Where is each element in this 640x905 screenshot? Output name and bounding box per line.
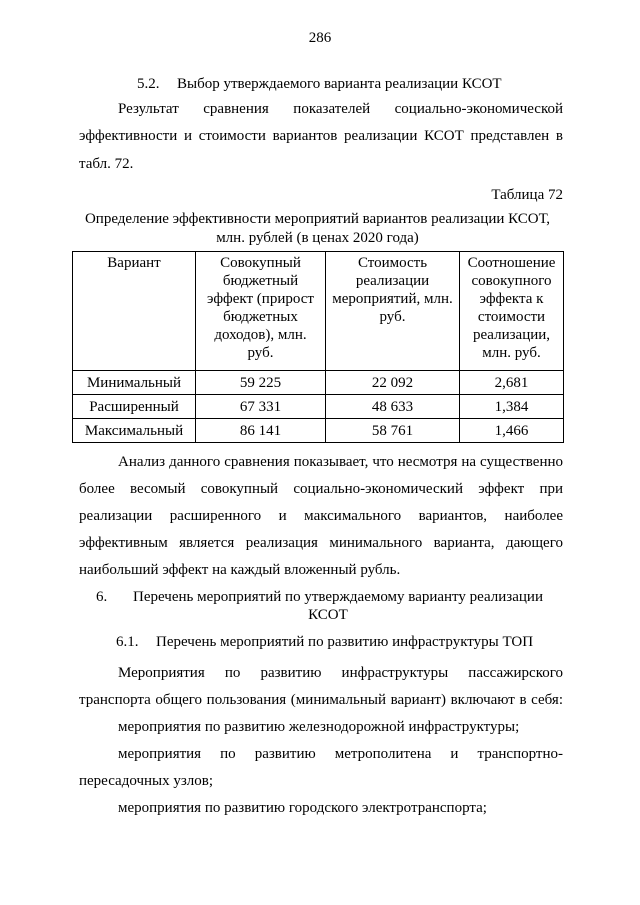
- cell-ratio: 1,466: [460, 419, 564, 443]
- table-header-row: [73, 252, 564, 371]
- section-6-number: 6.: [96, 589, 108, 605]
- table-row: [73, 371, 564, 395]
- cell-budget-effect: 59 225: [196, 371, 326, 395]
- list-item-continuation: пересадочных узлов;: [79, 773, 214, 789]
- cell-cost: 58 761: [326, 419, 460, 443]
- list-item: мероприятия по развитию метрополитена и транспортно-: [118, 746, 563, 762]
- section-5-2-number: 5.2.: [137, 76, 160, 92]
- header-ratio: Соотношение совокупного эффекта к стоимости реализации, млн. руб.: [460, 252, 564, 371]
- header-cost: Стоимость реализации мероприятий, млн. руб.: [326, 252, 460, 371]
- cell-budget-effect: 67 331: [196, 395, 326, 419]
- section-6-1-title: Перечень мероприятий по развитию инфраструктуры ТОП: [156, 634, 534, 650]
- section-6-title: КСОТ: [308, 607, 348, 623]
- paragraph-line: Анализ данного сравнения показывает, что несмотря на существенно: [118, 454, 563, 470]
- header-budget-effect: Совокупный бюджетный эффект (прирост бюджетных доходов), млн. руб.: [196, 252, 326, 371]
- paragraph-line: Результат сравнения показателей социально-экономической: [118, 101, 563, 117]
- table-caption: млн. рублей (в ценах 2020 года): [216, 230, 419, 246]
- paragraph-line: эффективности и стоимости вариантов реализации КСОТ представлен в: [79, 128, 563, 144]
- cell-variant: Минимальный: [73, 371, 196, 395]
- page-number: 286: [308, 30, 332, 46]
- cell-ratio: 2,681: [460, 371, 564, 395]
- list-item: мероприятия по развитию городского электротранспорта;: [118, 800, 487, 816]
- paragraph-line: эффективным является реализация минимального варианта, дающего: [79, 535, 563, 551]
- paragraph-line: Мероприятия по развитию инфраструктуры пассажирского: [118, 665, 563, 681]
- table-row: [73, 419, 564, 443]
- cell-cost: 22 092: [326, 371, 460, 395]
- table-caption: Определение эффективности мероприятий вариантов реализации КСОТ,: [84, 211, 551, 227]
- list-item: мероприятия по развитию железнодорожной инфраструктуры;: [118, 719, 520, 735]
- section-5-2-title: Выбор утверждаемого варианта реализации КСОТ: [177, 76, 502, 92]
- section-6-1-number: 6.1.: [116, 634, 139, 650]
- cell-variant: Максимальный: [73, 419, 196, 443]
- paragraph-line: транспорта общего пользования (минимальный вариант) включают в себя:: [79, 692, 563, 708]
- efficiency-table: [72, 251, 564, 443]
- paragraph-line: реализации расширенного и максимального вариантов, наиболее: [79, 508, 563, 524]
- cell-cost: 48 633: [326, 395, 460, 419]
- header-variant: Вариант: [73, 252, 196, 371]
- section-6-title: Перечень мероприятий по утверждаемому варианту реализации: [133, 589, 543, 605]
- paragraph-line: табл. 72.: [79, 156, 134, 172]
- section-6-1-heading: [116, 632, 533, 652]
- table-label: Таблица 72: [491, 187, 563, 203]
- cell-budget-effect: 86 141: [196, 419, 326, 443]
- paragraph-line: более весомый совокупный социально-экономический эффект при: [79, 481, 563, 497]
- section-5-2-heading: [137, 74, 502, 94]
- table-row: [73, 395, 564, 419]
- cell-variant: Расширенный: [73, 395, 196, 419]
- paragraph-line: наибольший эффект на каждый вложенный рубль.: [79, 562, 401, 578]
- cell-ratio: 1,384: [460, 395, 564, 419]
